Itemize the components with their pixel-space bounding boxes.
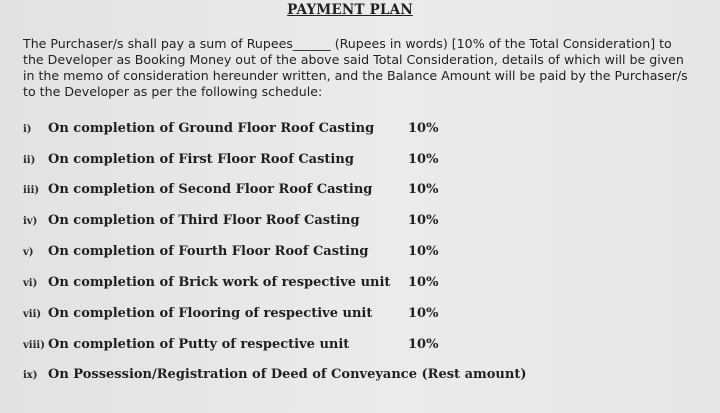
schedule-item [23,213,439,233]
schedule-item-label: On completion of Ground Floor Roof Casting [48,121,375,136]
schedule-item-percent: 10% [408,275,439,290]
document-title: PAYMENT PLAN [287,2,413,18]
intro-line: to the Developer as per the following schedule: [23,84,323,99]
schedule-item-percent: 10% [408,244,439,259]
schedule-item-number: viii) [23,340,45,351]
schedule-item-label: On completion of Third Floor Roof Casting [48,213,360,228]
schedule-item [23,182,439,202]
schedule-item [23,152,439,172]
schedule-item-number: vi) [23,278,38,289]
schedule-item [23,121,439,141]
schedule-item [23,244,439,264]
schedule-item-percent: 10% [408,152,439,167]
schedule-item-percent: 10% [408,121,439,136]
schedule-item-number: vii) [23,309,42,320]
schedule-item-label: On completion of Putty of respective unit [48,337,350,352]
schedule-item-percent: 10% [408,306,439,321]
intro-line: the Developer as Booking Money out of the above said Total Consideration, details of which will be given [23,52,684,67]
schedule-item-percent: 10% [408,213,439,228]
schedule-item [23,275,439,295]
schedule-item-number: v) [23,247,34,258]
schedule-item-percent: 10% [408,182,439,197]
schedule-item [23,306,439,326]
schedule-item [23,337,439,357]
schedule-item-number: iii) [23,185,40,196]
schedule-item-number: ix) [23,370,38,381]
schedule-item-label: On completion of First Floor Roof Casting [48,152,354,167]
schedule-item-percent: 10% [408,337,439,352]
schedule-item-label: On Possession/Registration of Deed of Conveyance (Rest amount) [48,367,527,382]
schedule-item-number: iv) [23,216,38,227]
intro-paragraph [23,36,703,100]
schedule-item [23,367,526,387]
schedule-item-number: i) [23,124,32,135]
intro-line: in the memo of consideration hereunder written, and the Balance Amount will be paid by the Purchaser/s [23,68,688,83]
schedule-item-number: ii) [23,155,36,166]
intro-line: The Purchaser/s shall pay a sum of Rupees______ (Rupees in words) [10% of the Total Consideration] to [23,36,672,51]
schedule-item-label: On completion of Second Floor Roof Casting [48,182,373,197]
schedule-item-label: On completion of Fourth Floor Roof Casting [48,244,369,259]
schedule-item-label: On completion of Flooring of respective unit [48,306,373,321]
schedule-item-label: On completion of Brick work of respective unit [48,275,391,290]
